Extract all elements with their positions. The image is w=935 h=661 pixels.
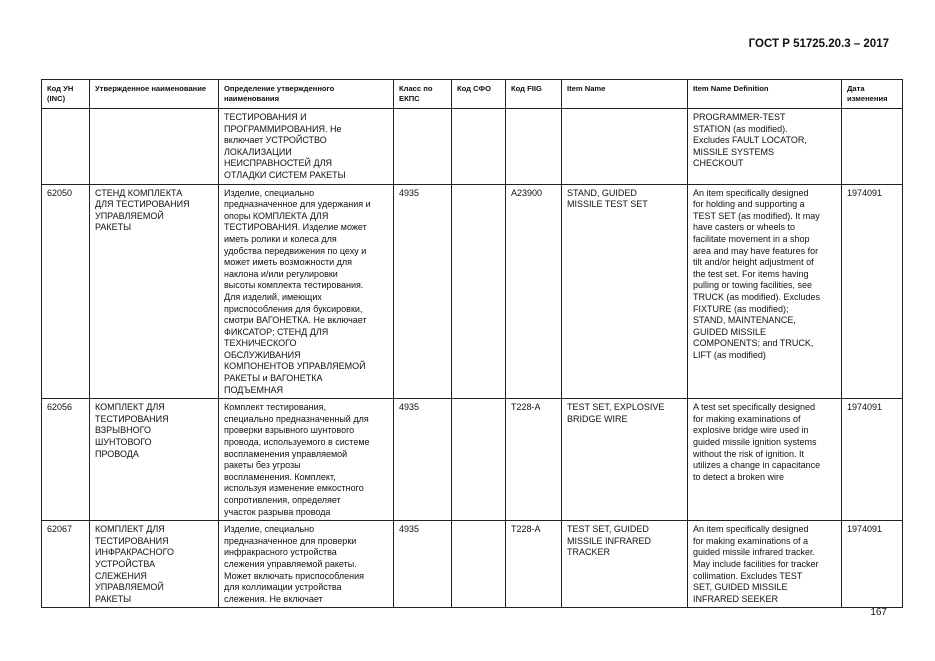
col-header-approved-name: Утвержденное наименование xyxy=(90,80,219,109)
catalog-table xyxy=(41,79,903,608)
cell-inc: 62056 xyxy=(42,399,90,521)
cell-date: 1974091 xyxy=(842,184,903,399)
col-header-sfo: Код СФО xyxy=(452,80,506,109)
page-number: 167 xyxy=(870,607,887,618)
cell-inc: 62050 xyxy=(42,184,90,399)
col-header-inc: Код УН (INC) xyxy=(42,80,90,109)
cell-item-definition: An item specifically designed for making examinations of a guided missile infrared tracker. May include facilities for tracker collimation. Excludes TEST SET, GUIDED MISSILE INFRARED SEEKER xyxy=(688,521,842,608)
cell-date xyxy=(842,109,903,185)
cell-definition: ТЕСТИРОВАНИЯ И ПРОГРАММИРОВАНИЯ. Не включает УСТРОЙСТВО ЛОКАЛИЗАЦИИ НЕИСПРАВНОСТЕЙ ДЛЯ ОТЛАДКИ СИСТЕМ РАКЕТЫ xyxy=(219,109,394,185)
cell-approved-name: КОМПЛЕКТ ДЛЯ ТЕСТИРОВАНИЯ ВЗРЫВНОГО ШУНТОВОГО ПРОВОДА xyxy=(90,399,219,521)
cell-item-name: TEST SET, EXPLOSIVE BRIDGE WIRE xyxy=(562,399,688,521)
table-row xyxy=(42,521,903,608)
cell-item-definition: A test set specifically designed for making examinations of explosive bridge wire used in guided missile ignition systems without the risk of ignition. It utilizes a change in capacitance to detect a broken wire xyxy=(688,399,842,521)
cell-fiig: A23900 xyxy=(506,184,562,399)
cell-item-name: STAND, GUIDED MISSILE TEST SET xyxy=(562,184,688,399)
cell-sfo xyxy=(452,184,506,399)
cell-inc xyxy=(42,109,90,185)
cell-fiig xyxy=(506,109,562,185)
cell-fiig: T228-A xyxy=(506,399,562,521)
cell-sfo xyxy=(452,521,506,608)
cell-definition: Изделие, специально предназначенное для проверки инфракрасного устройства слежения управляемой ракеты. Может включать приспособления для коллимации устройства слежения. Не включает xyxy=(219,521,394,608)
col-header-definition: Определение утвержденного наименования xyxy=(219,80,394,109)
cell-definition: Комплект тестирования, специально предназначенный для проверки взрывного шунтового провода, используемого в системе воспламенения управляемой ракеты без угрозы воспламенения. Комплект, используя изменение емкостного сопротивления, определяет участок разрыва провода xyxy=(219,399,394,521)
cell-approved-name: КОМПЛЕКТ ДЛЯ ТЕСТИРОВАНИЯ ИНФРАКРАСНОГО УСТРОЙСТВА СЛЕЖЕНИЯ УПРАВЛЯЕМОЙ РАКЕТЫ xyxy=(90,521,219,608)
cell-class: 4935 xyxy=(394,184,452,399)
cell-definition: Изделие, специально предназначенное для удержания и опоры КОМПЛЕКТА ДЛЯ ТЕСТИРОВАНИЯ. Изделие может иметь ролики и колеса для удобства передвижения по цеху и может иметь возможности для наклона и/или регулировки высоты комплекта тестирования. Для изделий, имеющих приспособления для буксировки, смотри ВАГОНЕТКА. Не включает ФИКСАТОР; СТЕНД ДЛЯ ТЕХНИЧЕСКОГО ОБСЛУЖИВАНИЯ КОМПОНЕНТОВ УПРАВЛЯЕМОЙ РАКЕТЫ и ВАГОНЕТКА ПОДЪЕМНАЯ xyxy=(219,184,394,399)
table-row xyxy=(42,399,903,521)
table-row xyxy=(42,184,903,399)
cell-date: 1974091 xyxy=(842,399,903,521)
cell-item-name: TEST SET, GUIDED MISSILE INFRARED TRACKER xyxy=(562,521,688,608)
cell-item-definition: PROGRAMMER-TEST STATION (as modified). Excludes FAULT LOCATOR, MISSILE SYSTEMS CHECKOUT xyxy=(688,109,842,185)
cell-sfo xyxy=(452,109,506,185)
document-title: ГОСТ Р 51725.20.3 – 2017 xyxy=(748,38,889,50)
cell-class xyxy=(394,109,452,185)
cell-fiig: T228-A xyxy=(506,521,562,608)
cell-date: 1974091 xyxy=(842,521,903,608)
cell-sfo xyxy=(452,399,506,521)
table-row xyxy=(42,109,903,185)
cell-approved-name xyxy=(90,109,219,185)
cell-class: 4935 xyxy=(394,399,452,521)
cell-class: 4935 xyxy=(394,521,452,608)
col-header-date: Дата изменения xyxy=(842,80,903,109)
col-header-fiig: Код FIIG xyxy=(506,80,562,109)
col-header-item-name: Item Name xyxy=(562,80,688,109)
table-header-row xyxy=(42,80,903,109)
cell-item-definition: An item specifically designed for holding and supporting a TEST SET (as modified). It may have casters or wheels to facilitate movement in a shop area and may have features for tilt and/or height adjustment of the test set. For items having pulling or towing facilities, see TRUCK (as modified). Excludes FIXTURE (as modified); STAND, MAINTENANCE, GUIDED MISSILE COMPONENTS; and TRUCK, LIFT (as modified) xyxy=(688,184,842,399)
cell-approved-name: СТЕНД КОМПЛЕКТА ДЛЯ ТЕСТИРОВАНИЯ УПРАВЛЯЕМОЙ РАКЕТЫ xyxy=(90,184,219,399)
cell-inc: 62067 xyxy=(42,521,90,608)
col-header-class: Класс по ЕКПС xyxy=(394,80,452,109)
cell-item-name xyxy=(562,109,688,185)
col-header-item-definition: Item Name Definition xyxy=(688,80,842,109)
